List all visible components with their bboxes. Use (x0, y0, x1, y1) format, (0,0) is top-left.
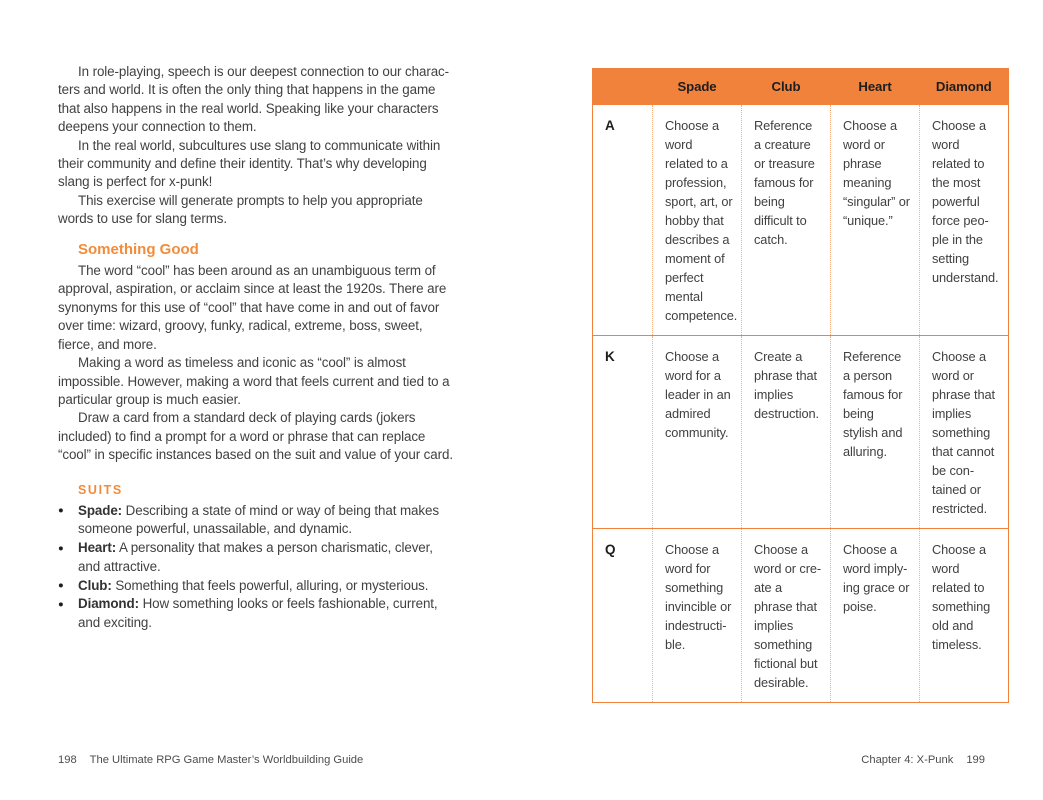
section-paragraph: The word “cool” has been around as an unambiguous term of approval, aspiration, or acclaim since at least the 1920s. There are synonyms for this use of “cool” that have come in and out of favor over time: wizard, groovy, funky, radical, extreme, boss, sweet, fierce, and more. (58, 263, 447, 352)
prompt-cell-queen-club: Choose a word or create a phrase that implies something fictional but desirable. (742, 528, 831, 702)
section-paragraph: Making a word as timeless and iconic as “cool” is almost impossible. However, making a word that feels current and tied to a particular group is much easier. (58, 355, 450, 407)
left-page (58, 63, 457, 633)
prompt-cell-queen-spade: Choose a word for something invincible or indestructible. (653, 528, 742, 702)
prompt-cell-ace-spade: Choose a word related to a profession, sport, art, or hobby that describes a moment of perfect mental competence. (653, 104, 742, 335)
card-value-cell: K (593, 335, 653, 528)
chapter-title: Chapter 4: X-Punk (861, 754, 954, 766)
right-page (592, 68, 1009, 703)
prompt-cell-queen-heart: Choose a word implying grace or poise. (831, 528, 920, 702)
prompt-cell-king-spade: Choose a word for a leader in an admired community. (653, 335, 742, 528)
book-title: The Ultimate RPG Game Master’s Worldbuilding Guide (89, 754, 364, 766)
suit-item-spade (58, 502, 457, 539)
intro-paragraph: In the real world, subcultures use slang to communicate within their community and define their identity. That’s why developing slang is perfect for x-punk! (58, 137, 441, 190)
table-header-row (593, 69, 1009, 104)
card-value-cell: Q (593, 528, 653, 702)
prompt-cell-queen-diamond: Choose a word related to something old and timeless. (920, 528, 1009, 702)
table-corner-cell (593, 69, 653, 104)
page-number-right: 199 (966, 754, 985, 766)
suit-term: Diamond: (78, 596, 139, 612)
suit-description: Describing a state of mind or way of being that makes someone powerful, unassailable, and dynamic. (78, 502, 439, 537)
suits-list (58, 502, 457, 632)
footer-right (861, 754, 985, 766)
suit-description: Something that feels powerful, alluring, or mysterious. (111, 577, 429, 593)
suit-item-diamond (58, 595, 457, 632)
page-number-left: 198 (58, 754, 77, 766)
footer-left (58, 754, 363, 766)
prompt-cell-ace-club: Reference a creature or treasure famous for being difficult to catch. (742, 104, 831, 335)
prompt-cell-king-heart: Reference a person famous for being stylish and alluring. (831, 335, 920, 528)
column-header-club: Club (742, 69, 831, 104)
card-prompt-table (592, 68, 1009, 703)
prompt-cell-king-diamond: Choose a word or phrase that implies something that cannot be contained or restricted. (920, 335, 1009, 528)
intro-paragraph: This exercise will generate prompts to help you appropriate words to use for slang terms. (58, 192, 423, 227)
prompt-cell-king-club: Create a phrase that implies destruction. (742, 335, 831, 528)
table-row-queen (593, 528, 1009, 702)
suit-description: How something looks or feels fashionable, current, and exciting. (78, 596, 438, 630)
intro-paragraph: In role-playing, speech is our deepest connection to our characters and world. It is often the only thing that happens in the game that also happens in the real world. Speaking like your characters deepens your connection to them. (58, 64, 450, 135)
card-value-cell: A (593, 104, 653, 335)
prompt-cell-ace-diamond: Choose a word related to the most powerful force people in the setting understand. (920, 104, 1009, 335)
prompt-cell-ace-heart: Choose a word or phrase meaning “singular” or “unique.” (831, 104, 920, 335)
suit-term: Spade: (78, 502, 123, 518)
suit-description: A personality that makes a person charismatic, clever, and attractive. (78, 540, 433, 574)
section-heading: Something Good (78, 240, 199, 258)
column-header-spade: Spade (653, 69, 742, 104)
column-header-diamond: Diamond (920, 69, 1009, 104)
section-paragraph: Draw a card from a standard deck of playing cards (jokers included) to find a prompt for a word or phrase that can replace “cool” in specific instances based on the suit and value of your card. (58, 410, 453, 463)
suit-item-club (58, 577, 457, 595)
suit-term: Heart: (78, 540, 117, 556)
suit-term: Club: (78, 577, 112, 593)
suits-heading: SUITS (78, 482, 123, 497)
table-row-ace (593, 104, 1009, 335)
column-header-heart: Heart (831, 69, 920, 104)
table-row-king (593, 335, 1009, 528)
suit-item-heart (58, 539, 457, 576)
